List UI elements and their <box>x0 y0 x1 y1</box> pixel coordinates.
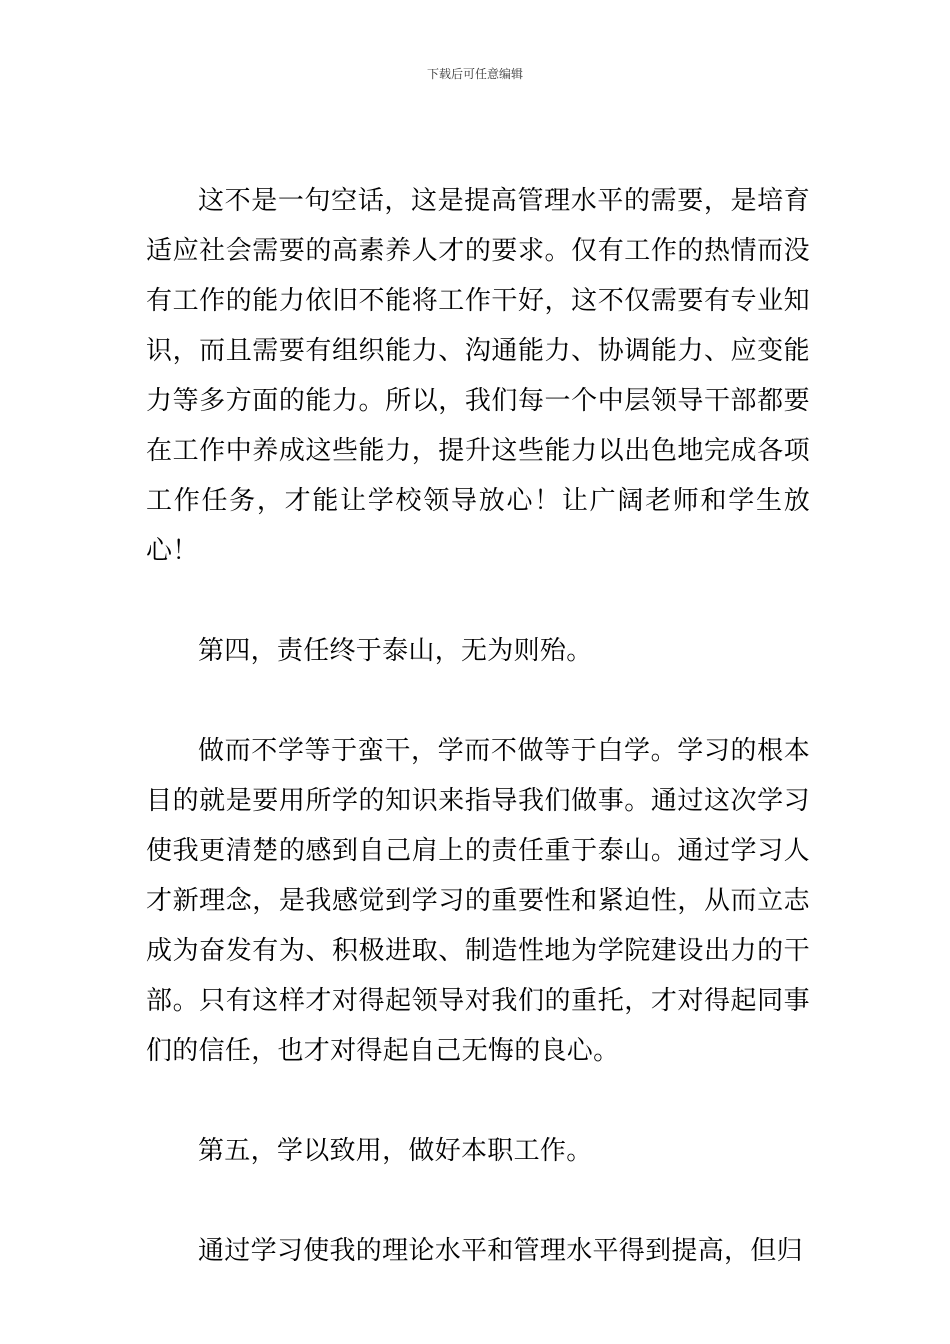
paragraph-gap <box>146 1176 810 1226</box>
page-header: 下载后可任意编辑 <box>426 67 523 81</box>
text-line: 这不是一句空话，这是提高管理水平的需要，是培育 <box>198 186 810 216</box>
text-line: 第五，学以致用，做好本职工作。 <box>198 1136 593 1166</box>
text-line: 第四，责任终于泰山，无为则殆。 <box>198 636 593 666</box>
text-line: 使我更清楚的感到自己肩上的责任重于泰山。通过学习人 <box>146 836 810 866</box>
text-line: 在工作中养成这些能力，提升这些能力以出色地完成各项 <box>146 436 810 466</box>
paragraph-gap <box>146 576 810 626</box>
text-line: 做而不学等于蛮干，学而不做等于白学。学习的根本 <box>198 736 810 766</box>
paragraph-2 <box>146 726 810 1076</box>
text-line: 力等多方面的能力。所以，我们每一个中层领导干部都要 <box>146 386 810 416</box>
text-line: 通过学习使我的理论水平和管理水平得到提高，但归 <box>198 1236 803 1266</box>
paragraph-gap <box>146 676 810 726</box>
text-line: 适应社会需要的高素养人才的要求。仅有工作的热情而没 <box>146 236 810 266</box>
text-line: 们的信任，也才对得起自己无悔的良心。 <box>146 1036 620 1066</box>
text-line: 识，而且需要有组织能力、沟通能力、协调能力、应变能 <box>146 336 810 366</box>
text-line: 目的就是要用所学的知识来指导我们做事。通过这次学习 <box>146 786 810 816</box>
text-line: 成为奋发有为、积极进取、制造性地为学院建设出力的干 <box>146 936 810 966</box>
paragraph-gap <box>146 1076 810 1126</box>
paragraph-heading-4 <box>146 626 810 676</box>
text-line: 部。只有这样才对得起领导对我们的重托，才对得起同事 <box>146 986 810 1016</box>
text-line: 才新理念，是我感觉到学习的重要性和紧迫性，从而立志 <box>146 886 810 916</box>
text-line: 工作任务，才能让学校领导放心！让广阔老师和学生放心！ <box>146 486 810 566</box>
document-body <box>146 176 810 1276</box>
paragraph-heading-5 <box>146 1126 810 1176</box>
paragraph-3 <box>146 1226 810 1276</box>
paragraph-1 <box>146 176 810 576</box>
text-line: 有工作的能力依旧不能将工作干好，这不仅需要有专业知 <box>146 286 810 316</box>
